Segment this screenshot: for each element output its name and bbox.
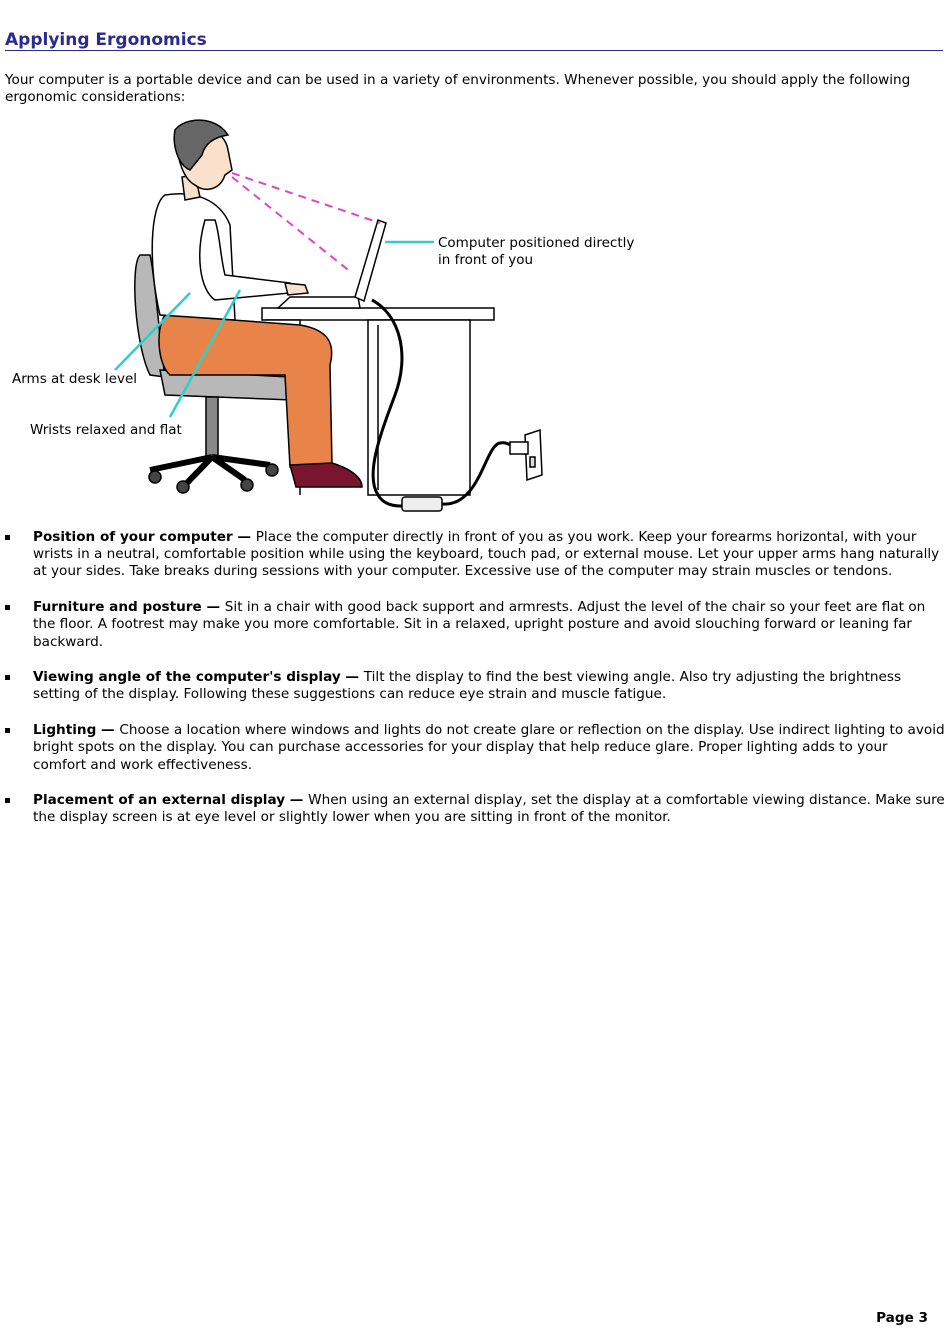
item-term: Viewing angle of the computer's display: [33, 669, 341, 686]
item-text: Place the computer directly in front of you as you work. Keep your forearms horizontal, with your wrists in a neutral, comfortable position while using the keyboard, touch pad, or external mouse. Let your upper arms hang naturally at your sides. Take breaks during sessions with your computer. Excessive use of the computer may strain muscles or tendons.: [33, 529, 940, 580]
page-title: Applying Ergonomics: [5, 30, 943, 51]
intro-paragraph: Your computer is a portable device and can be used in a variety of environments. Whenever possible, you should apply the following ergonomic considerations:: [5, 72, 911, 105]
ergonomics-illustration: [0, 115, 660, 520]
sight-lines: [232, 173, 380, 273]
item-text: Choose a location where windows and lights do not create glare or reflection on the display. Use indirect lighting to avoid bright spots on the display. You can purchase accessories for your display that help reduce glare. Proper lighting adds to your comfort and work effectiveness.: [33, 722, 945, 773]
item-dash: —: [340, 669, 364, 686]
list-item: [0, 669, 945, 703]
list-item: [0, 792, 945, 826]
item-dash: —: [96, 722, 120, 739]
bullet-square-icon: [5, 535, 10, 540]
label-computer-line1: Computer positioned directly: [438, 235, 635, 251]
item-text: Tilt the display to find the best viewing angle. Also try adjusting the brightness setting of the display. Following these suggestions can reduce eye strain and muscle fatigue.: [33, 669, 902, 703]
bullet-square-icon: [5, 798, 10, 803]
wall-outlet: [510, 430, 542, 480]
label-computer-line2: in front of you: [438, 252, 534, 268]
item-text: When using an external display, set the display at a comfortable viewing distance. Make sure the display screen is at eye level or slightly lower when you are sitting in front of the monitor.: [33, 792, 945, 826]
item-term: Position of your computer: [33, 529, 233, 545]
item-term: Furniture and posture: [33, 599, 202, 616]
list-item: [0, 599, 945, 651]
bullet-square-icon: [5, 675, 10, 680]
item-text: Sit in a chair with good back support and armrests. Adjust the level of the chair so your feet are flat on the floor. A footrest may make you more comfortable. Sit in a relaxed, upright posture and avoid slouching forward or leaning far backward.: [33, 599, 926, 650]
bullet-square-icon: [5, 605, 10, 610]
label-wrists: Wrists relaxed and flat: [30, 422, 182, 438]
list-item: [0, 529, 945, 581]
page-number: Page 3: [876, 1310, 928, 1326]
label-arms: Arms at desk level: [12, 371, 138, 387]
item-dash: —: [285, 792, 309, 809]
item-term: Lighting: [33, 722, 97, 739]
ergonomics-list: [0, 529, 945, 845]
item-dash: —: [201, 599, 225, 616]
bullet-square-icon: [5, 728, 10, 733]
item-term: Placement of an external display: [33, 792, 286, 809]
item-dash: —: [232, 529, 256, 545]
ac-adapter: [402, 497, 442, 511]
list-item: [0, 722, 945, 774]
